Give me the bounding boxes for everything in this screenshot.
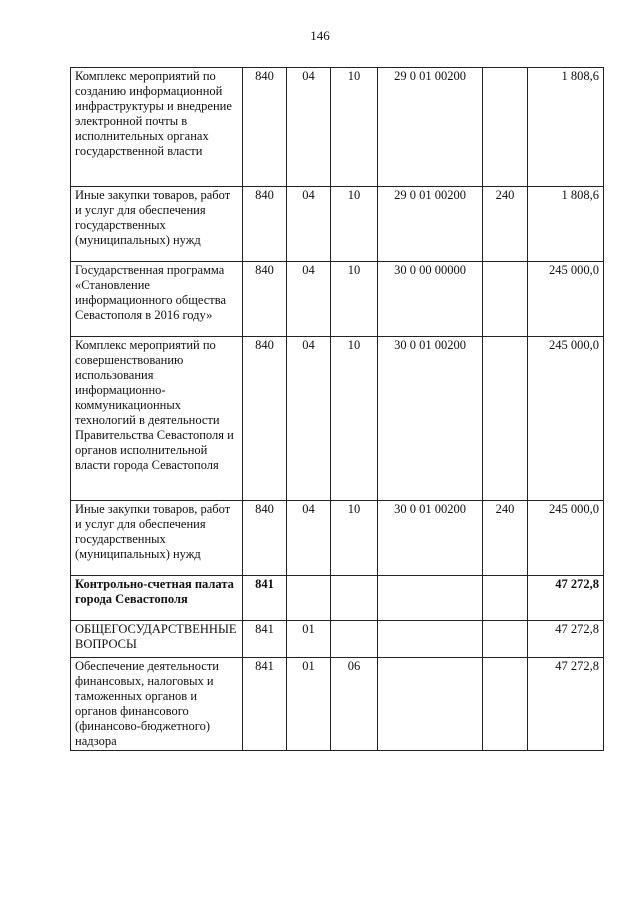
row-vr-cell	[483, 262, 528, 337]
row-sum-cell: 245 000,0	[528, 262, 604, 337]
row-name-cell: Контрольно-счетная палата города Севастополя	[71, 576, 243, 621]
row-pr-cell: 10	[331, 68, 378, 187]
row-gr-cell: 841	[243, 658, 287, 751]
row-pr-cell: 10	[331, 262, 378, 337]
row-csr-cell: 30 0 00 00000	[378, 262, 483, 337]
row-rz-cell	[287, 576, 331, 621]
row-sum-cell: 1 808,6	[528, 68, 604, 187]
row-rz-cell: 04	[287, 68, 331, 187]
row-gr-cell: 840	[243, 337, 287, 501]
row-rz-cell: 04	[287, 337, 331, 501]
row-sum-cell: 245 000,0	[528, 501, 604, 576]
row-vr-cell: 240	[483, 187, 528, 262]
row-vr-cell: 240	[483, 501, 528, 576]
row-vr-cell	[483, 621, 528, 658]
row-pr-cell: 10	[331, 501, 378, 576]
table-row	[71, 337, 604, 501]
row-csr-cell: 29 0 01 00200	[378, 187, 483, 262]
row-rz-cell: 04	[287, 187, 331, 262]
row-pr-cell: 06	[331, 658, 378, 751]
page-number: 146	[310, 28, 330, 43]
row-gr-cell: 840	[243, 68, 287, 187]
table-row	[71, 68, 604, 187]
row-name-cell: Комплекс мероприятий по совершенствованию использования информационно-коммуникационных технологий в деятельности Правительства Севастополя и органов исполнительной власти города Севастополя	[71, 337, 243, 501]
row-csr-cell: 29 0 01 00200	[378, 68, 483, 187]
row-sum-cell: 1 808,6	[528, 187, 604, 262]
table-row	[71, 658, 604, 751]
row-vr-cell	[483, 337, 528, 501]
table-row	[71, 262, 604, 337]
row-csr-cell: 30 0 01 00200	[378, 501, 483, 576]
row-name-cell: Государственная программа «Становление информационного общества Севастополя в 2016 году»	[71, 262, 243, 337]
row-pr-cell	[331, 576, 378, 621]
row-vr-cell	[483, 68, 528, 187]
row-name-cell: Обеспечение деятельности финансовых, налоговых и таможенных органов и органов финансового (финансово-бюджетного) надзора	[71, 658, 243, 751]
row-rz-cell: 04	[287, 262, 331, 337]
row-sum-cell: 47 272,8	[528, 621, 604, 658]
row-rz-cell: 01	[287, 621, 331, 658]
row-gr-cell: 840	[243, 187, 287, 262]
row-name-cell: Иные закупки товаров, работ и услуг для обеспечения государственных (муниципальных) нужд	[71, 187, 243, 262]
row-name-cell: Иные закупки товаров, работ и услуг для обеспечения государственных (муниципальных) нужд	[71, 501, 243, 576]
table-row	[71, 621, 604, 658]
row-rz-cell: 01	[287, 658, 331, 751]
row-vr-cell	[483, 658, 528, 751]
row-pr-cell: 10	[331, 187, 378, 262]
budget-table	[70, 67, 604, 751]
row-rz-cell: 04	[287, 501, 331, 576]
row-csr-cell: 30 0 01 00200	[378, 337, 483, 501]
row-gr-cell: 840	[243, 501, 287, 576]
row-gr-cell: 840	[243, 262, 287, 337]
row-sum-cell: 47 272,8	[528, 576, 604, 621]
row-csr-cell	[378, 576, 483, 621]
row-name-cell: Комплекс мероприятий по созданию информационной инфраструктуры и внедрение электронной почты в исполнительных органах государственной власти	[71, 68, 243, 187]
row-sum-cell: 47 272,8	[528, 658, 604, 751]
row-vr-cell	[483, 576, 528, 621]
row-sum-cell: 245 000,0	[528, 337, 604, 501]
row-pr-cell: 10	[331, 337, 378, 501]
table-row	[71, 576, 604, 621]
table-row	[71, 501, 604, 576]
row-csr-cell	[378, 621, 483, 658]
row-pr-cell	[331, 621, 378, 658]
table-row	[71, 187, 604, 262]
row-csr-cell	[378, 658, 483, 751]
row-gr-cell: 841	[243, 576, 287, 621]
row-gr-cell: 841	[243, 621, 287, 658]
row-name-cell: ОБЩЕГОСУДАРСТВЕННЫЕ ВОПРОСЫ	[71, 621, 243, 658]
